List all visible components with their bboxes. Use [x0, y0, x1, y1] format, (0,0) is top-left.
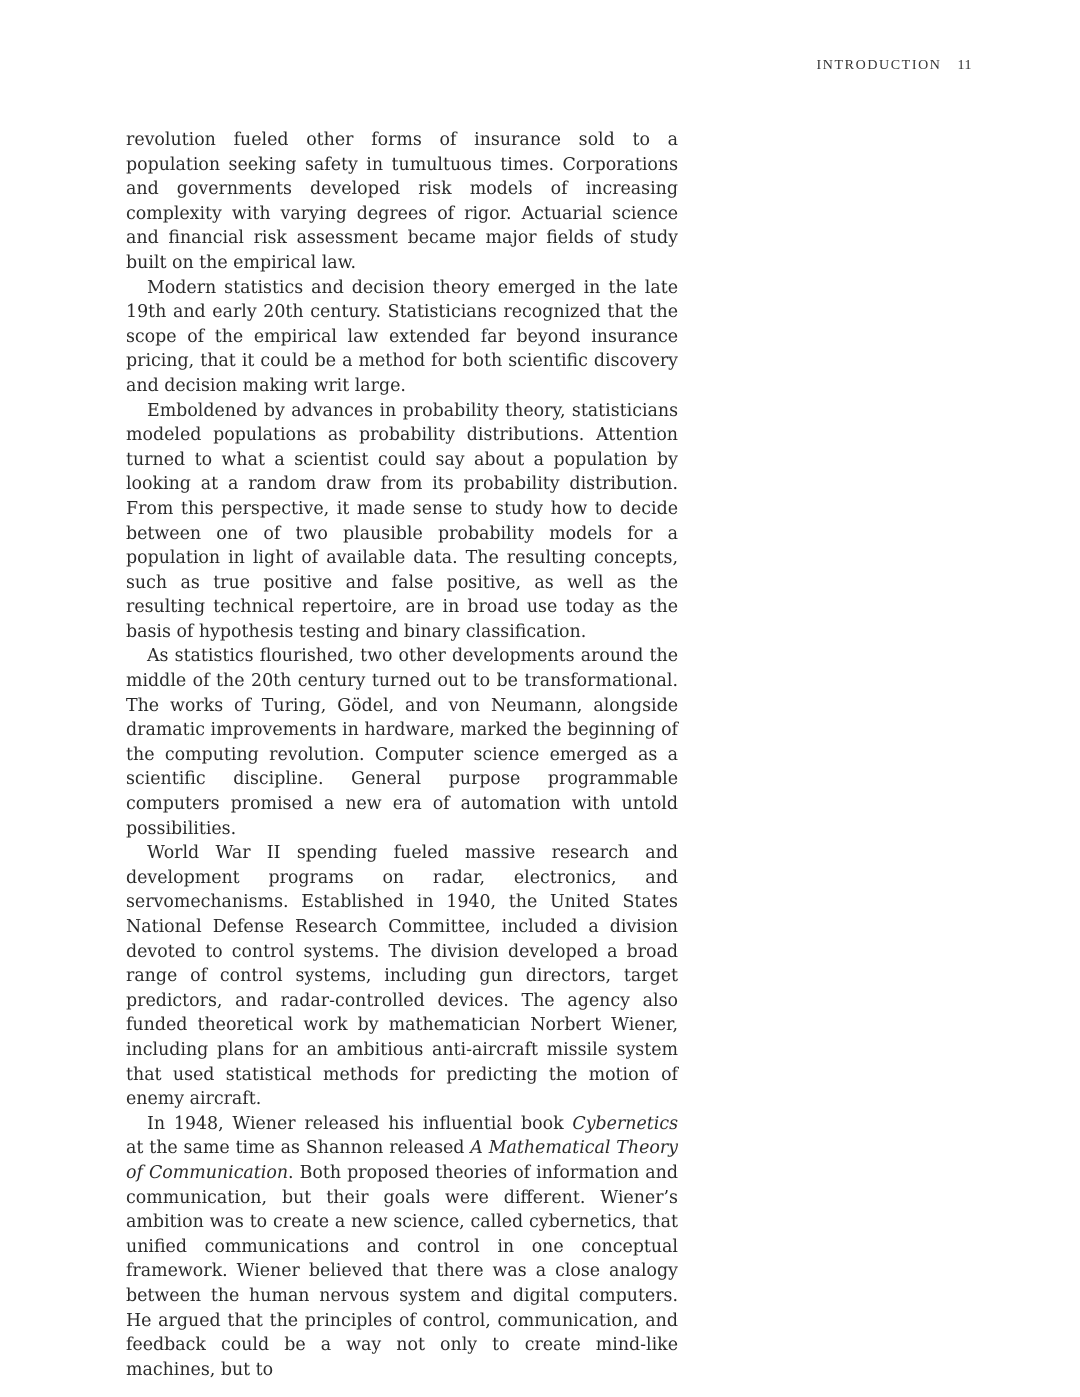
paragraph-text: . Both proposed theories of information and communication, but their goals were different. Wiener’s ambition was to create a new science, called cybernetics, that unified communications and control in one conceptual framework. Wiener believed that there was a close analogy between the human nervous system and digital computers. He argued that the principles of control, communication, and feedback could be a way not only to create mind-like machines, but to: [126, 1162, 678, 1380]
paragraph: [126, 1112, 678, 1383]
book-title: Cybernetics: [572, 1113, 678, 1134]
page-number: 11: [957, 58, 972, 73]
running-title: INTRODUCTION: [816, 58, 942, 73]
book-title: A Mathematical Theory of Communication: [126, 1138, 678, 1183]
paragraph: Modern statistics and decision theory emerged in the late 19th and early 20th century. Statisticians recognized that the scope of the empirical law extended far beyond insurance pricing, that it could be a method for both scientific discovery and decision making writ large.: [126, 277, 678, 396]
paragraph: As statistics flourished, two other developments around the middle of the 20th century turned out to be transformational. The works of Turing, Gödel, and von Neumann, alongside dramatic improvements in hardware, marked the beginning of the computing revolution. Computer science emerged as a scientific discipline. General purpose programmable computers promised a new era of automation with untold possibilities.: [126, 646, 678, 839]
paragraph-text: In 1948, Wiener released his influential book: [147, 1113, 573, 1134]
paragraph-text: at the same time as Shannon released: [126, 1138, 471, 1159]
paragraph: World War II spending fueled massive research and development programs on radar, electronics, and servomechanisms. Established in 1940, the United States National Defense Research Committee, included a division devoted to control systems. The division developed a broad range of control systems, including gun directors, target predictors, and radar-controlled devices. The agency also funded theoretical work by mathematician Norbert Wiener, including plans for an ambitious anti-aircraft missile system that used statistical methods for predicting the motion of enemy aircraft.: [126, 843, 678, 1110]
body-text: [126, 128, 678, 1382]
paragraph: Emboldened by advances in probability theory, statisticians modeled populations as probability distributions. Attention turned to what a scientist could say about a population by looking at a random draw from its probability distribution. From this perspective, it made sense to study how to decide between one of two plausible probability models for a population in light of available data. The resulting concepts, such as true positive and false positive, as well as the resulting technical repertoire, are in broad use today as the basis of hypothesis testing and binary classification.: [126, 400, 678, 642]
paragraph: revolution fueled other forms of insurance sold to a population seeking safety in tumultuous times. Corporations and governments developed risk models of increasing complexity with varying degrees of rigor. Actuarial science and financial risk assessment became major fields of study built on the empirical law.: [126, 130, 678, 273]
running-head: [817, 58, 972, 74]
